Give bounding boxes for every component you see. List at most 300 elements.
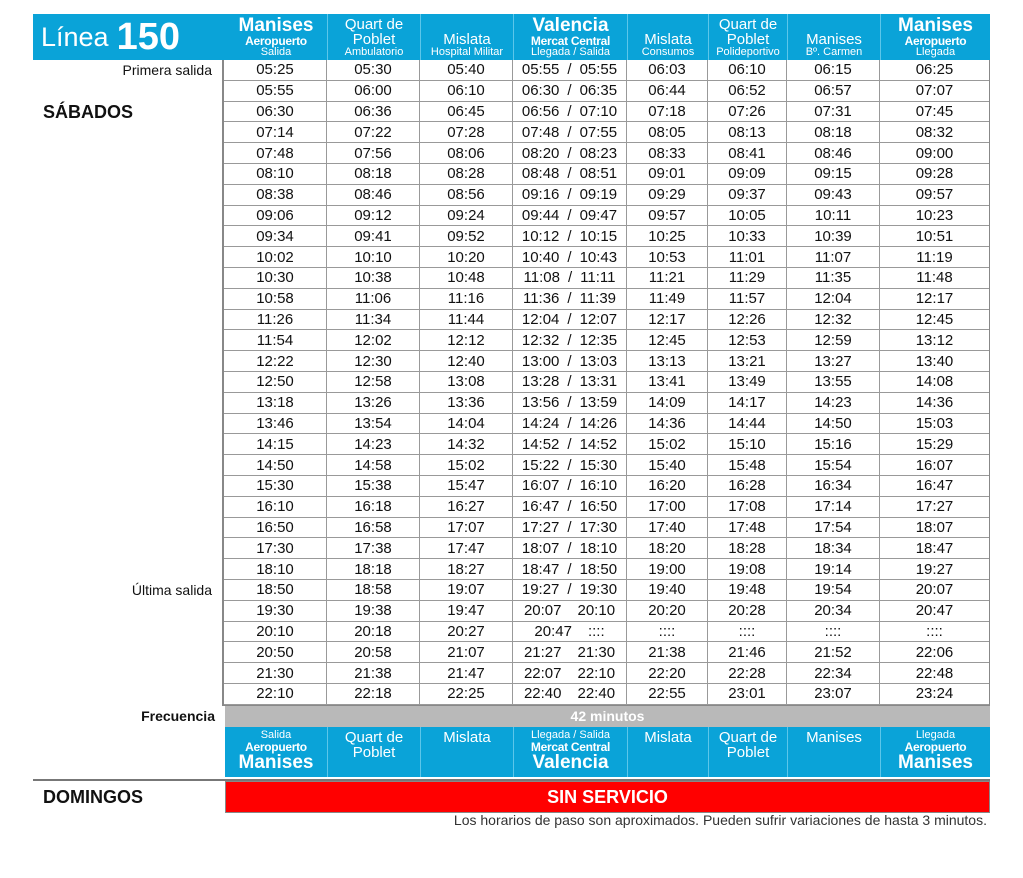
stop-header	[420, 14, 513, 60]
time-cell: 10:11	[786, 206, 879, 226]
departure-time: 14:52	[579, 435, 618, 453]
stop-med: Mislata	[644, 31, 692, 48]
time-cell: 10:10	[326, 247, 419, 267]
time-cell: 09:12	[326, 206, 419, 226]
arrival-time: 05:55	[521, 61, 560, 79]
time-cell: 21:38	[626, 642, 707, 662]
table-row	[224, 143, 989, 164]
frequency-value: 42 minutos	[225, 706, 990, 727]
time-cell: 09:37	[707, 185, 786, 205]
time-cell: 06:57	[786, 81, 879, 101]
time-cell: 11:48	[879, 268, 989, 288]
table-row	[224, 393, 989, 414]
stop-big: Manises	[238, 751, 314, 773]
stop-header	[513, 14, 627, 60]
footnote: Los horarios de paso son aproximados. Pueden sufrir variaciones de hasta 3 minutos.	[453, 812, 987, 828]
time-cell: 15:03	[879, 414, 989, 434]
time-cell: 09:06	[256, 206, 294, 224]
time-separator: /	[567, 102, 572, 120]
time-cell: 16:58	[326, 518, 419, 538]
time-cell: 12:12	[419, 330, 512, 350]
time-cell: 08:06	[419, 143, 512, 163]
stop-header	[627, 727, 708, 777]
time-separator: /	[567, 352, 572, 370]
stop-big: Valencia	[532, 15, 609, 36]
departure-time: 13:59	[579, 394, 618, 412]
time-separator: /	[567, 227, 572, 245]
line-number: 150	[116, 15, 180, 58]
time-cell: 15:02	[626, 434, 707, 454]
valencia-cell	[512, 226, 626, 246]
departure-time: 07:10	[579, 102, 618, 120]
valencia-cell	[512, 414, 626, 434]
time-cell: 05:30	[326, 60, 419, 80]
time-cell: 15:38	[326, 476, 419, 496]
time-cell: 19:08	[707, 559, 786, 579]
arrival-time: 10:40	[521, 248, 560, 266]
time-cell: 07:18	[626, 102, 707, 122]
time-cell: 08:18	[786, 122, 879, 142]
time-cell: 10:20	[419, 247, 512, 267]
time-cell: 16:50	[256, 518, 294, 536]
time-cell: 14:50	[786, 414, 879, 434]
time-cell: 10:51	[879, 226, 989, 246]
time-cell: 14:44	[707, 414, 786, 434]
valencia-cell	[512, 289, 626, 309]
table-row	[224, 310, 989, 331]
time-separator: /	[567, 373, 572, 391]
row-labels	[33, 60, 224, 706]
stop-med2: Poblet	[352, 31, 396, 48]
time-cell: 06:30	[256, 102, 294, 120]
time-cell: 22:48	[879, 663, 989, 683]
time-cell: 14:23	[786, 393, 879, 413]
time-cell: 16:47	[879, 476, 989, 496]
time-cell: 11:16	[419, 289, 512, 309]
table-row	[224, 330, 989, 351]
time-separator: /	[567, 310, 572, 328]
time-cell: 14:23	[326, 434, 419, 454]
time-cell: 09:09	[707, 164, 786, 184]
time-cell: 07:07	[879, 81, 989, 101]
stop-small: Llegada	[915, 728, 956, 741]
time-cell: 12:26	[707, 310, 786, 330]
time-cell: 06:52	[707, 81, 786, 101]
departure-time: 16:10	[579, 477, 618, 495]
arrival-time: 18:07	[521, 539, 560, 557]
time-cell: 17:08	[707, 497, 786, 517]
time-cell: ::::	[707, 622, 786, 642]
arrival-time: 14:24	[521, 414, 560, 432]
departure-time: 13:03	[579, 352, 618, 370]
table-row	[224, 247, 989, 268]
time-cell: 15:02	[419, 455, 512, 475]
time-cell: 17:30	[256, 539, 294, 557]
valencia-cell	[512, 164, 626, 184]
stop-header	[787, 727, 880, 777]
arrival-time: 08:48	[521, 165, 560, 183]
time-cell: 19:00	[626, 559, 707, 579]
stop-med: Mislata	[644, 728, 692, 746]
time-separator: /	[567, 518, 572, 536]
table-row	[224, 414, 989, 435]
time-cell: 06:15	[786, 60, 879, 80]
stop-header	[880, 14, 990, 60]
stop-med: Manises	[806, 31, 862, 48]
departure-time: 21:30	[577, 643, 616, 661]
time-cell: 09:29	[626, 185, 707, 205]
stop-big: Manises	[898, 751, 973, 773]
stop-header	[787, 14, 880, 60]
time-cell: 11:35	[786, 268, 879, 288]
arrival-time: 13:28	[521, 373, 560, 391]
time-cell: 19:27	[879, 559, 989, 579]
stop-med2: Poblet	[352, 743, 396, 761]
stop-header	[708, 14, 787, 60]
time-cell: 11:54	[256, 331, 294, 349]
time-cell: 13:08	[419, 372, 512, 392]
stop-med: Quart de	[344, 728, 404, 746]
valencia-cell	[512, 642, 626, 662]
time-cell: 12:45	[626, 330, 707, 350]
time-cell: 14:36	[879, 393, 989, 413]
valencia-cell	[512, 81, 626, 101]
time-cell: 20:34	[786, 601, 879, 621]
time-cell: 23:24	[879, 684, 989, 704]
departure-time: 16:50	[579, 498, 618, 516]
departure-time: 17:30	[579, 518, 618, 536]
arrival-time: 11:36	[522, 290, 560, 308]
valencia-cell	[512, 247, 626, 267]
departure-time: 06:35	[579, 82, 618, 100]
time-cell: 17:38	[326, 538, 419, 558]
time-cell: 21:52	[786, 642, 879, 662]
time-separator: /	[567, 123, 572, 141]
time-cell: 22:28	[707, 663, 786, 683]
time-cell: 08:46	[786, 143, 879, 163]
stop-med: Mislata	[443, 31, 491, 48]
time-cell: 08:41	[707, 143, 786, 163]
time-cell: ::::	[786, 622, 879, 642]
stop-header	[627, 14, 708, 60]
time-cell: 12:30	[326, 351, 419, 371]
table-row	[224, 102, 989, 123]
time-cell: 09:34	[256, 227, 294, 245]
table-row	[224, 289, 989, 310]
time-cell: 11:01	[707, 247, 786, 267]
day-label-sunday: DOMINGOS	[43, 786, 144, 807]
time-cell: 19:54	[786, 580, 879, 600]
stop-small: Salida	[260, 728, 292, 741]
arrival-time: 15:22	[521, 456, 560, 474]
arrival-time: 12:04	[521, 310, 560, 328]
table-row	[224, 185, 989, 206]
time-cell: 13:36	[419, 393, 512, 413]
time-separator: /	[567, 331, 572, 349]
table-row	[224, 434, 989, 455]
time-separator: /	[567, 206, 572, 224]
valencia-cell	[512, 518, 626, 538]
time-cell: 12:04	[786, 289, 879, 309]
arrival-time: 06:56	[521, 102, 560, 120]
valencia-cell	[512, 538, 626, 558]
time-cell: 16:10	[256, 498, 294, 516]
time-cell: 22:06	[879, 642, 989, 662]
time-cell: 18:47	[879, 538, 989, 558]
arrival-time: 22:07	[523, 664, 562, 682]
valencia-cell	[512, 268, 626, 288]
arrival-time: 22:40	[523, 685, 562, 703]
time-separator: /	[567, 82, 572, 100]
stop-small: Llegada / Salida	[531, 46, 610, 58]
time-cell: 19:38	[326, 601, 419, 621]
time-cell: 11:29	[707, 268, 786, 288]
stop-bold: Mercat Central	[530, 739, 611, 754]
stop-small: Hospital Militar	[430, 46, 504, 58]
arrival-time: 20:07	[523, 602, 562, 620]
no-service-banner: SIN SERVICIO	[225, 781, 990, 813]
time-cell: 22:55	[626, 684, 707, 704]
time-cell: 18:34	[786, 538, 879, 558]
time-cell: 22:25	[419, 684, 512, 704]
time-separator: /	[567, 477, 572, 495]
valencia-cell	[512, 497, 626, 517]
arrival-time: 10:12	[521, 227, 560, 245]
time-cell: 20:47	[879, 601, 989, 621]
time-cell: ::::	[626, 622, 707, 642]
time-cell: 13:18	[256, 394, 294, 412]
stop-header	[327, 727, 420, 777]
table-row	[224, 622, 989, 643]
time-cell: 07:31	[786, 102, 879, 122]
time-cell: 19:40	[626, 580, 707, 600]
table-row	[224, 268, 989, 289]
stop-header	[420, 727, 513, 777]
time-cell: 21:47	[419, 663, 512, 683]
time-cell: 20:18	[326, 622, 419, 642]
valencia-cell	[512, 143, 626, 163]
time-cell: 11:34	[326, 310, 419, 330]
departure-time: 11:39	[579, 290, 617, 308]
time-cell: 06:10	[419, 81, 512, 101]
time-cell: 09:52	[419, 226, 512, 246]
time-cell: 22:20	[626, 663, 707, 683]
time-cell: 13:13	[626, 351, 707, 371]
table-row	[224, 164, 989, 185]
time-cell: 10:33	[707, 226, 786, 246]
time-cell: 17:00	[626, 497, 707, 517]
time-cell: 18:58	[326, 580, 419, 600]
time-cell: 17:47	[419, 538, 512, 558]
departure-time: 08:51	[579, 165, 618, 183]
time-cell: 10:25	[626, 226, 707, 246]
stop-big: Manises	[898, 15, 973, 36]
arrival-time: 08:20	[521, 144, 560, 162]
time-cell: 09:01	[626, 164, 707, 184]
arrival-time: 18:47	[521, 560, 560, 578]
stop-med: Quart de	[718, 728, 778, 746]
time-cell: 20:58	[326, 642, 419, 662]
stop-big: Valencia	[532, 751, 609, 773]
time-cell: 16:07	[879, 455, 989, 475]
departure-time: ::::	[587, 622, 605, 640]
table-row	[224, 476, 989, 497]
stop-bold: Aeropuerto	[904, 34, 967, 48]
valencia-cell	[512, 206, 626, 226]
time-cell: 12:58	[326, 372, 419, 392]
time-cell: 12:45	[879, 310, 989, 330]
time-cell: 16:27	[419, 497, 512, 517]
time-cell: 19:14	[786, 559, 879, 579]
day-label-saturday: SÁBADOS	[43, 102, 134, 122]
departure-time: 08:23	[579, 144, 618, 162]
arrival-time: 14:52	[521, 435, 560, 453]
arrival-time: 21:27	[523, 643, 562, 661]
arrival-time: 09:16	[521, 186, 560, 204]
time-cell: 20:10	[256, 622, 294, 640]
time-cell: 11:57	[707, 289, 786, 309]
time-cell: 10:58	[256, 290, 294, 308]
time-cell: 23:01	[707, 684, 786, 704]
time-cell: 09:57	[626, 206, 707, 226]
table-row	[224, 684, 989, 705]
time-cell: 16:34	[786, 476, 879, 496]
arrival-time: 17:27	[521, 518, 560, 536]
time-cell: 14:09	[626, 393, 707, 413]
time-cell: 08:46	[326, 185, 419, 205]
time-cell: 11:44	[419, 310, 512, 330]
arrival-time: 09:44	[521, 206, 560, 224]
valencia-cell	[512, 185, 626, 205]
time-cell: 20:50	[256, 643, 294, 661]
time-cell: 05:25	[256, 61, 294, 79]
time-cell: 12:02	[326, 330, 419, 350]
time-cell: 12:40	[419, 351, 512, 371]
valencia-cell	[512, 330, 626, 350]
table-row	[224, 518, 989, 539]
time-cell: 09:24	[419, 206, 512, 226]
time-cell: 07:26	[707, 102, 786, 122]
stop-bold: Aeropuerto	[245, 34, 307, 48]
time-cell: 18:50	[256, 581, 294, 599]
stop-med: Quart de	[344, 16, 404, 33]
valencia-cell	[512, 684, 626, 704]
time-cell: 07:48	[256, 144, 294, 162]
stop-small: Llegada / Salida	[531, 728, 610, 741]
time-cell: 10:30	[256, 269, 294, 287]
time-cell: 09:28	[879, 164, 989, 184]
time-cell: 12:50	[256, 373, 294, 391]
time-cell: 06:10	[707, 60, 786, 80]
time-cell: 14:50	[256, 456, 294, 474]
valencia-cell	[512, 60, 626, 80]
time-cell: 07:28	[419, 122, 512, 142]
table-footer	[225, 727, 990, 777]
time-cell: 14:17	[707, 393, 786, 413]
time-cell: 14:32	[419, 434, 512, 454]
table-row	[224, 122, 989, 143]
time-cell: 11:49	[626, 289, 707, 309]
time-cell: 16:18	[326, 497, 419, 517]
first-departure-label: Primera salida	[122, 62, 212, 78]
time-cell: 15:40	[626, 455, 707, 475]
time-separator: /	[567, 435, 572, 453]
table-row	[224, 81, 989, 102]
departure-time: 09:47	[579, 206, 618, 224]
last-departure-label: Última salida	[131, 582, 212, 598]
time-separator: /	[567, 186, 572, 204]
time-cell: 08:56	[419, 185, 512, 205]
time-cell: 23:07	[786, 684, 879, 704]
stop-header	[225, 727, 327, 777]
time-cell: 08:38	[256, 186, 294, 204]
table-row	[224, 538, 989, 559]
time-separator: /	[567, 269, 573, 287]
time-cell: 14:58	[326, 455, 419, 475]
time-separator: /	[567, 414, 572, 432]
time-cell: 13:46	[256, 414, 294, 432]
time-cell: 10:48	[419, 268, 512, 288]
arrival-time: 11:08	[523, 269, 560, 287]
stop-small: Ambulatorio	[344, 46, 404, 58]
time-cell: 18:10	[256, 560, 294, 578]
time-cell: 12:53	[707, 330, 786, 350]
time-cell: 22:10	[256, 685, 294, 703]
time-separator: /	[567, 248, 572, 266]
time-cell: 11:21	[626, 268, 707, 288]
time-cell: 22:18	[326, 684, 419, 704]
table-row	[224, 642, 989, 663]
time-separator: /	[567, 394, 572, 412]
valencia-cell	[512, 122, 626, 142]
time-cell: 06:25	[879, 60, 989, 80]
time-cell: 16:28	[707, 476, 786, 496]
time-cell: 22:34	[786, 663, 879, 683]
valencia-cell	[512, 351, 626, 371]
time-cell: 06:03	[626, 60, 707, 80]
table-row	[224, 226, 989, 247]
departure-time: 18:10	[579, 539, 618, 557]
time-cell: 14:36	[626, 414, 707, 434]
arrival-time: 12:32	[521, 331, 560, 349]
table-row	[224, 580, 989, 601]
time-cell: 18:27	[419, 559, 512, 579]
time-cell: 17:40	[626, 518, 707, 538]
table-row	[224, 351, 989, 372]
time-cell: 08:28	[419, 164, 512, 184]
arrival-time: 20:47	[534, 622, 572, 640]
time-cell: 08:05	[626, 122, 707, 142]
departure-time: 14:26	[579, 414, 618, 432]
time-cell: 07:56	[326, 143, 419, 163]
time-cell: 15:30	[256, 477, 294, 495]
stop-header	[225, 14, 327, 60]
time-cell: 11:26	[256, 310, 294, 328]
time-cell: 14:08	[879, 372, 989, 392]
valencia-cell	[512, 102, 626, 122]
time-cell: 10:23	[879, 206, 989, 226]
departure-time: 22:10	[577, 664, 616, 682]
valencia-cell	[512, 559, 626, 579]
stop-big: Manises	[238, 15, 314, 36]
time-cell: 13:12	[879, 330, 989, 350]
time-cell: 13:40	[879, 351, 989, 371]
time-cell: 18:28	[707, 538, 786, 558]
stop-small: Bº. Carmen	[805, 46, 863, 58]
stop-header	[880, 727, 990, 777]
table-row	[224, 455, 989, 476]
time-cell: 15:29	[879, 434, 989, 454]
